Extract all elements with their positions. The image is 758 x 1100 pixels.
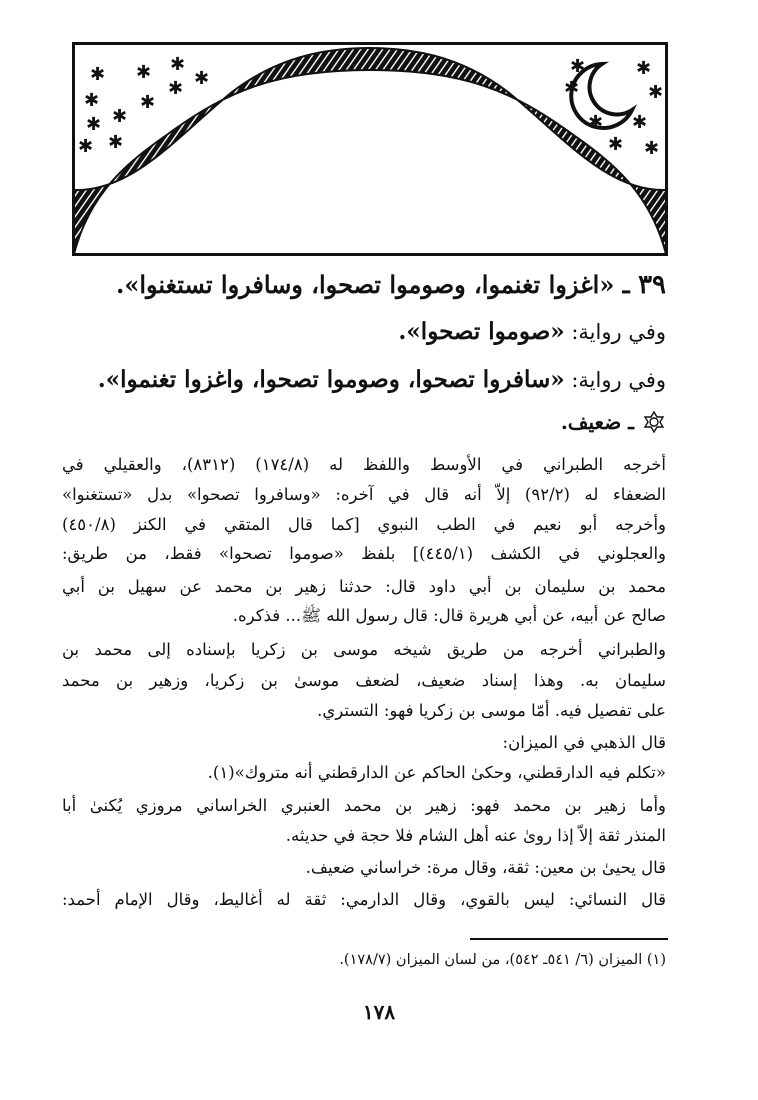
- svg-text:✱: ✱: [644, 138, 660, 159]
- svg-text:✱: ✱: [140, 92, 156, 113]
- svg-text:✱: ✱: [570, 56, 586, 77]
- svg-text:✱: ✱: [112, 106, 128, 127]
- svg-text:✱: ✱: [170, 54, 186, 75]
- body-line: محمد بن سليمان بن أبي داود قال: حدثنا زهير بن محمد عن سهيل بن أبي: [62, 577, 666, 596]
- body-line: والطبراني أخرجه من طريق شيخه موسى بن زكريا بإسناده إلى محمد بن: [62, 640, 666, 659]
- variant-text: «صوموا تصحوا».: [398, 318, 565, 345]
- variant-prefix: وفي رواية:: [571, 320, 666, 344]
- flower-ornament-icon: [642, 410, 666, 434]
- svg-text:✱: ✱: [564, 78, 580, 99]
- body-line: أخرجه الطبراني في الأوسط واللفظ له (١٧٤/٨) (٨٣١٢)، والعقيلي في: [62, 455, 667, 474]
- decorative-header-frame: [72, 42, 668, 256]
- svg-text:✱: ✱: [84, 90, 100, 111]
- body-line: قال يحيىٰ بن معين: ثقة، وقال مرة: خراساني ضعيف.: [305, 858, 666, 877]
- svg-text:✱: ✱: [90, 64, 106, 85]
- body-line: سليمان به. وهذا إسناد ضعيف، لضعف موسىٰ بن زكريا، وزهير بن محمد: [62, 671, 666, 690]
- footnote-divider: [470, 938, 668, 940]
- body-line: الضعفاء له (٩٢/٢) إلاّ أنه قال في آخره: «وسافروا تصحوا» بدل «تستغنوا»: [62, 485, 666, 504]
- svg-text:✱: ✱: [194, 68, 210, 89]
- body-line: صالح عن أبيه، عن أبي هريرة قال: قال رسول الله ﷺ... فذكره.: [232, 606, 666, 625]
- hadith-number: ٣٩: [638, 270, 666, 300]
- variant-text: «سافروا تصحوا، وصوموا تصحوا، واغزوا تغنموا».: [97, 366, 565, 393]
- hadith-text: «اغزوا تغنموا، وصوموا تصحوا، وسافروا تستغنوا».: [115, 270, 615, 299]
- hadith-heading: ٣٩ ـ «اغزوا تغنموا، وصوموا تصحوا، وسافروا تستغنوا».: [115, 270, 666, 300]
- grade-text: ـ ضعيف.: [560, 410, 634, 434]
- svg-text:✱: ✱: [86, 114, 102, 135]
- variant-prefix: وفي رواية:: [571, 368, 666, 392]
- svg-text:✱: ✱: [78, 136, 94, 157]
- body-line: قال الذهبي في الميزان:: [502, 733, 666, 752]
- body-line: وأما زهير بن محمد فهو: زهير بن محمد العنبري الخراساني مروزي يُكنىٰ أبا: [62, 796, 666, 815]
- svg-text:✱: ✱: [608, 134, 624, 155]
- variant-1: [62, 318, 666, 345]
- grade-line: [62, 410, 666, 434]
- svg-text:✱: ✱: [108, 132, 124, 153]
- svg-text:✱: ✱: [136, 62, 152, 83]
- body-line: المنذر ثقة إلاّ إذا روىٰ عنه أهل الشام فلا حجة في حديثه.: [285, 826, 666, 845]
- body-line: على تفصيل فيه. أمّا موسى بن زكريا فهو: التستري.: [317, 701, 666, 720]
- variant-2: [62, 366, 666, 393]
- body-line: وأخرجه أبو نعيم في الطب النبوي [كما قال المتقي في الكنز (٤٥٠/٨): [62, 515, 666, 534]
- body-line: والعجلوني في الكشف (٤٤٥/١)] بلفظ «صوموا تصحوا» فقط، من طريق:: [62, 544, 667, 563]
- footnote: (١) الميزان (٦/ ٥٤١ـ ٥٤٢)، من لسان الميزان (١٧٨/٧).: [339, 952, 666, 968]
- body-line: قال النسائي: ليس بالقوي، وقال الدارمي: ثقة له أغاليط، وقال الإمام أحمد:: [62, 890, 666, 909]
- page-number: ١٧٨: [362, 1000, 396, 1024]
- svg-text:✱: ✱: [648, 82, 664, 103]
- svg-text:✱: ✱: [588, 112, 604, 133]
- svg-text:✱: ✱: [168, 78, 184, 99]
- svg-text:✱: ✱: [632, 112, 648, 133]
- svg-text:✱: ✱: [636, 58, 652, 79]
- body-line: «تكلم فيه الدارقطني، وحكىٰ الحاكم عن الدارقطني أنه متروك»(١).: [207, 763, 666, 782]
